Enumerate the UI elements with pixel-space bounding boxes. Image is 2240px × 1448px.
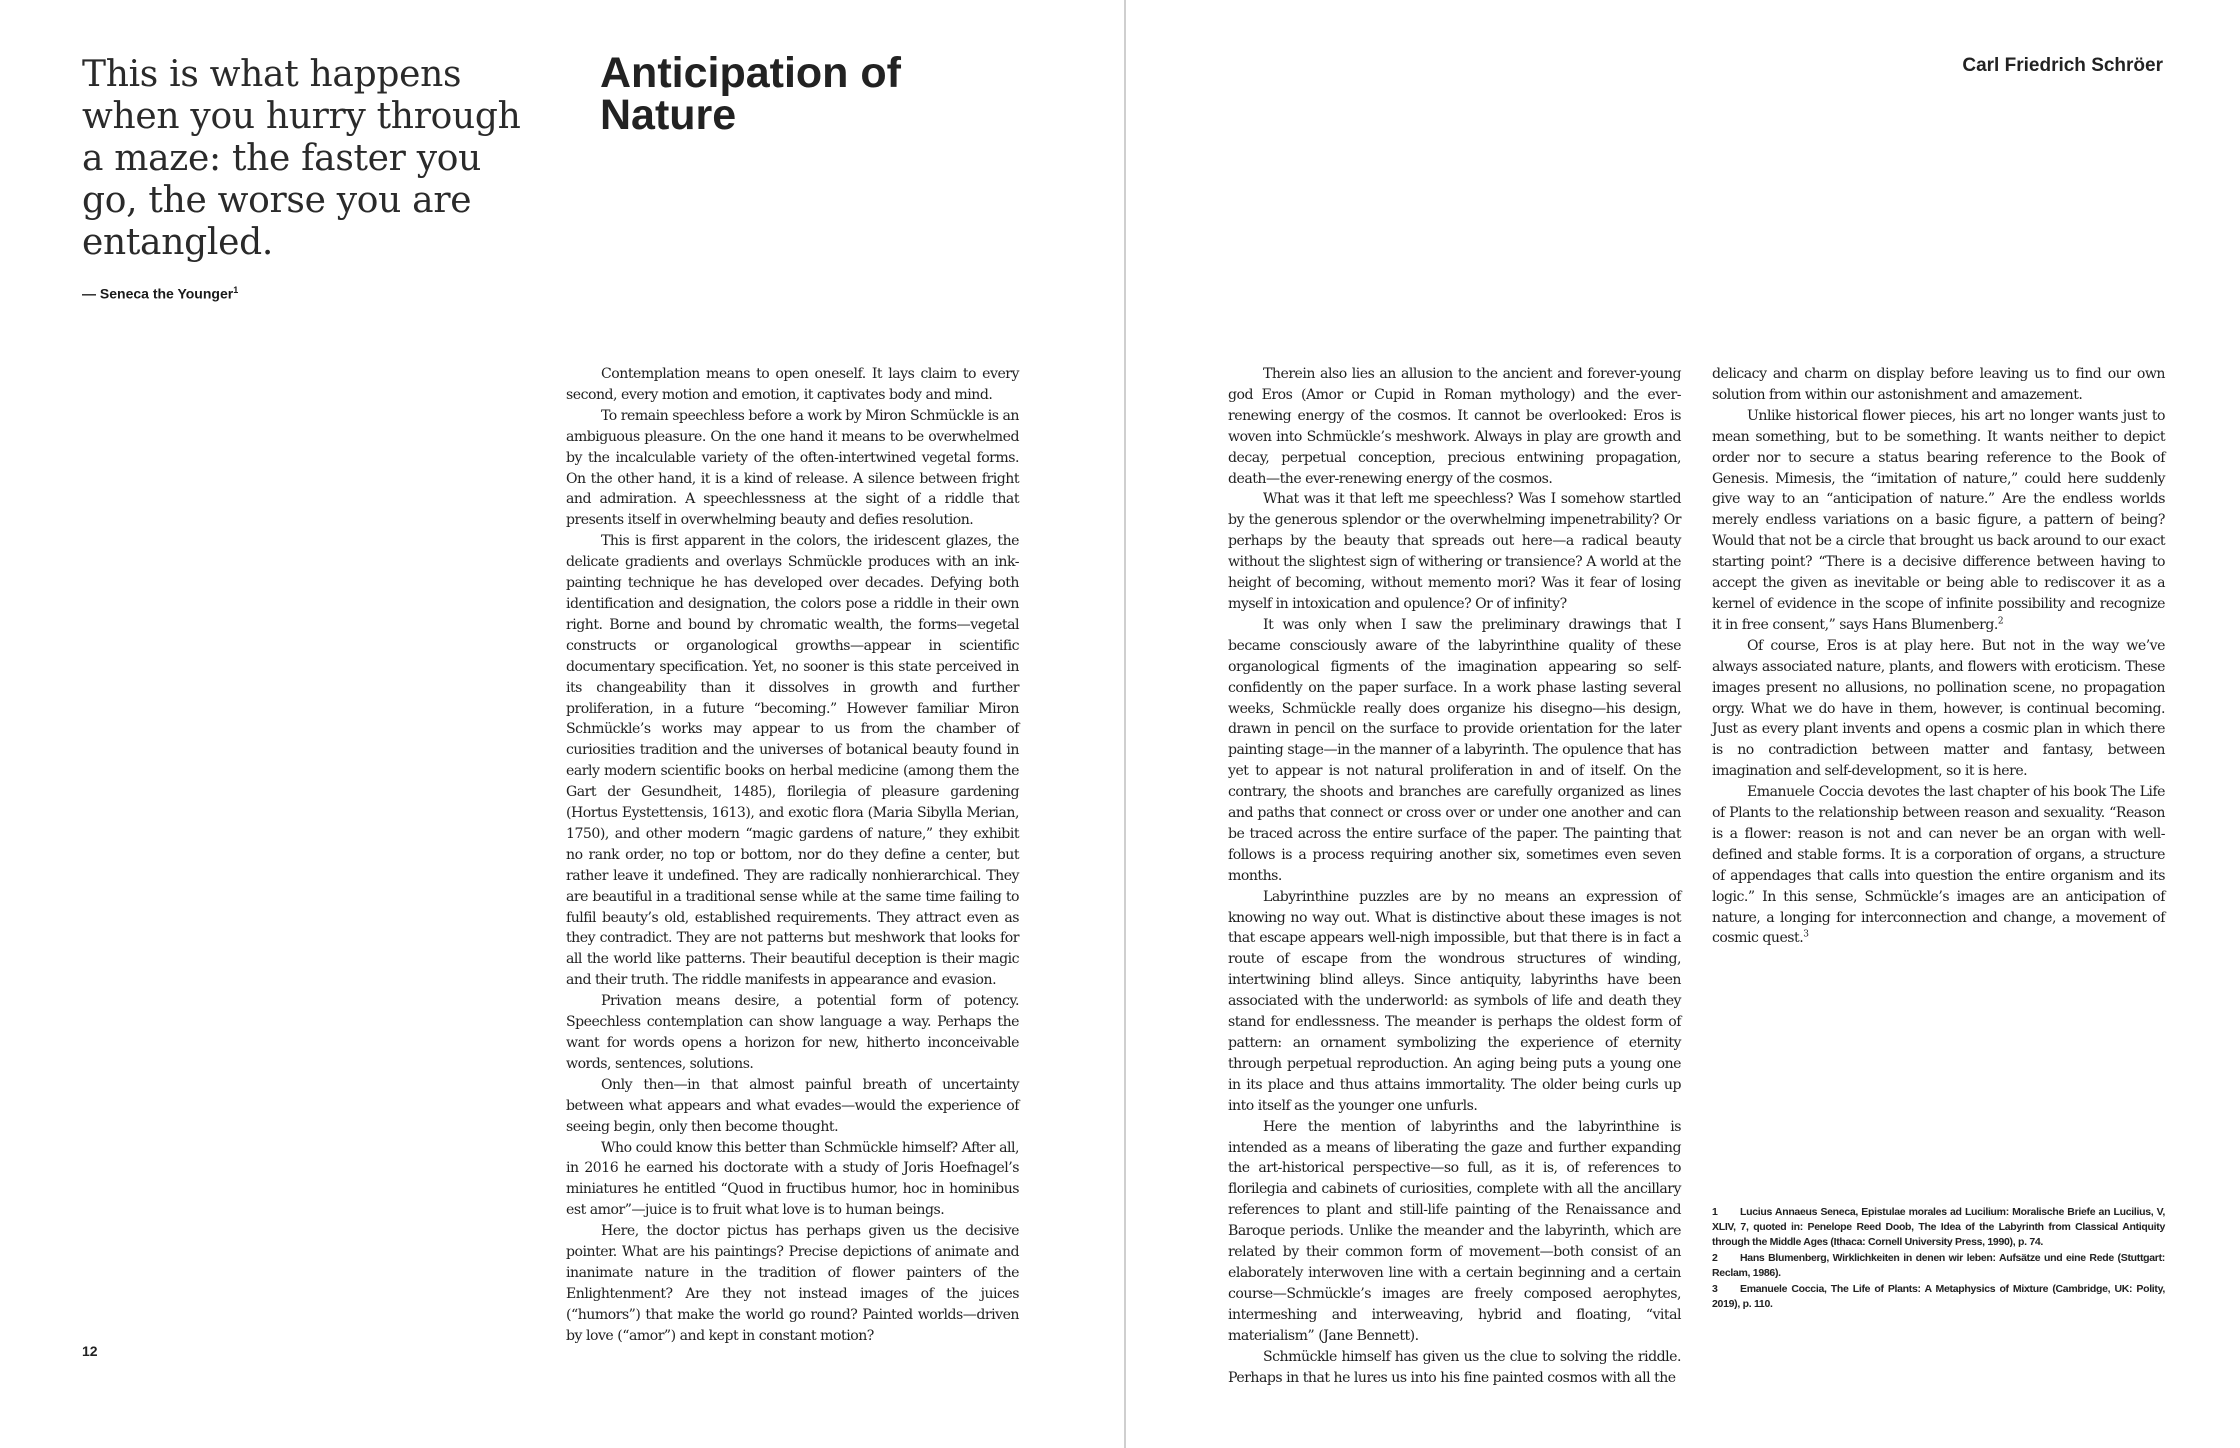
footnote-number: 3 xyxy=(1712,1283,1718,1295)
body-column-left xyxy=(566,364,1019,1347)
epigraph-attribution xyxy=(82,285,238,302)
page-number-left: 12 xyxy=(82,1343,98,1359)
paragraph: Labyrinthine puzzles are by no means an expression of knowing no way out. What is distinctive about these images is not that escape appears well-nigh impossible, but that there is in fact a route of escape from the wondrous structures of winding, intertwining blind alleys. Since antiquity, labyrinths have been associated with the underworld: as symbols of life and death they stand for endlessness. The meander is perhaps the oldest form of pattern: an ornament symbolizing the experience of eternity through perpetual reproduction. An aging being puts a young one in its place and thus attains immortality. The older being curls up into itself as the younger one unfurls. xyxy=(1228,888,1681,1114)
footnote-number: 2 xyxy=(1712,1252,1718,1264)
paragraph: To remain speechless before a work by Miron Schmückle is an ambiguous pleasure. On the one hand it means to be overwhelmed by the incalculable variety of the often-intertwined vegetal forms. On the other hand, it is a kind of release. A silence between fright and admiration. A speechlessness at the sight of a riddle that presents itself in overwhelming beauty and defies resolution. xyxy=(566,407,1019,529)
body-column-right-a xyxy=(1228,364,1681,1388)
footnote-ref-3: 3 xyxy=(1803,929,1809,940)
footnote-ref-1: 1 xyxy=(233,285,239,295)
paragraph xyxy=(1712,406,2165,636)
body-column-right-b xyxy=(1712,364,2165,949)
footnote-text: Emanuele Coccia, The Life of Plants: A Metaphysics of Mixture (Cambridge, UK: Polity, 2019), p. 110. xyxy=(1712,1283,2165,1310)
paragraph: What was it that left me speechless? Was I somehow startled by the generous splendor or the overwhelming impenetrability? Or perhaps by the beauty that spreads out here—a radical beauty without the slightest sign of withering or transience? A world at the height of becoming, without memento mori? Was it fear of losing myself in intoxication and opulence? Or of infinity? xyxy=(1228,491,1681,612)
footnote-text: Hans Blumenberg, Wirklichkeiten in denen wir leben: Aufsätze und eine Rede (Stuttgart: Reclam, 1986). xyxy=(1712,1252,2165,1279)
paragraph: Privation means desire, a potential form of potency. Speechless contemplation can show language a way. Perhaps the want for words opens a horizon for new, hitherto inconceivable words, sentences, solutions. xyxy=(566,993,1019,1072)
paragraph: Who could know this better than Schmückle himself? After all, in 2016 he earned his doctorate with a study of Joris Hoefnagel’s miniatures he entitled “Quod in fructibus humor, hoc in hominibus est amor”—juice is to fruit what love is to human beings. xyxy=(566,1139,1019,1219)
paragraph: It was only when I saw the preliminary drawings that I became consciously aware of the labyrinthine quality of these organological figments of the imagination appearing so self-confidently on the paper surface. In a work phase lasting several weeks, Schmückle really does organize his disegno—his design, drawn in pencil on the surface to provide orientation for the later painting stage—in the manner of a labyrinth. The opulence that has yet to appear is not natural proliferation in and of itself. On the contrary, the shoots and branches are carefully organized as lines and paths that connect or cross over or under one another and can be traced across the entire surface of the paper. The painting that follows is a process requiring another six, sometimes even seven months. xyxy=(1228,616,1681,884)
footnote xyxy=(1712,1251,2165,1281)
footnote-number: 1 xyxy=(1712,1206,1718,1218)
footnotes xyxy=(1712,1205,2165,1313)
paragraph: Only then—in that almost painful breath of uncertainty between what appears and what evades—would the experience of seeing begin, only then become thought. xyxy=(566,1076,1019,1135)
article-title: Anticipation of Nature xyxy=(600,49,901,139)
epigraph: This is what happens when you hurry through a maze: the faster you go, the worse you are entangled. xyxy=(82,54,521,263)
footnote-ref-2: 2 xyxy=(1997,616,2004,627)
paragraph: Here, the doctor pictus has perhaps given us the decisive pointer. What are his paintings? Precise depictions of animate and inanimate nature in the tradition of flower painters of the Enlightenment? Are they not instead images of the juices (“humors”) that make the world go round? Painted worlds—driven by love (“amor”) and kept in constant motion? xyxy=(566,1223,1019,1344)
attribution-text: — Seneca the Younger xyxy=(82,285,234,302)
paragraph: Here the mention of labyrinths and the labyrinthine is intended as a means of liberating the gaze and further expanding the art-historical perspective—so full, as it is, of references to florilegia and cabinets of curiosities, complete with all the ancillary references to plant and still-life painting of the Renaissance and Baroque periods. Unlike the meander and the labyrinth, which are related by their common form of movement—both consist of an elaborately interwoven line with a certain beginning and a certain course—Schmückle’s images are freely composed aerophytes, intermeshing and interweaving, hybrid and floating, “vital materialism” (Jane Bennett). xyxy=(1228,1118,1681,1344)
author-name: Carl Friedrich Schröer xyxy=(1962,55,2163,76)
paragraph xyxy=(1712,782,2165,949)
paragraph: Contemplation means to open oneself. It lays claim to every second, every motion and emotion, it captivates body and mind. xyxy=(566,366,1019,403)
paragraph-text: Unlike historical flower pieces, his art no longer wants just to mean something, but to be something. It wants neither to depict order nor to secure a status bearing reference to the Book of Genesis. Mimesis, the “imitation of nature,” could here suddenly give way to an “anticipation of nature.” Are the endless worlds merely endless variations on a basic figure, a pattern of being? Would that not be a circle that brought us back around to our exact starting point? “There is a decisive difference between having to accept the given as inevitable or being able to rediscover it as a kernel of evidence in the scope of infinite possibility and recognize it in free consent,” says Hans Blumenberg. xyxy=(1712,407,2165,633)
paragraph: Of course, Eros is at play here. But not in the way we’ve always associated nature, plants, and flowers with eroticism. These images present no allusions, no pollination scene, no propagation orgy. What we do have in them, however, is continual becoming. Just as every plant invents and opens a cosmic plan in which there is no contradiction between matter and fantasy, between imagination and self-development, so it is here. xyxy=(1712,637,2165,780)
footnote xyxy=(1712,1205,2165,1250)
paragraph: delicacy and charm on display before leaving us to find our own solution from within our astonishment and amazement. xyxy=(1712,366,2165,403)
page-gutter xyxy=(1124,0,1126,1448)
footnote xyxy=(1712,1282,2165,1312)
paragraph-text: Emanuele Coccia devotes the last chapter of his book The Life of Plants to the relationship between reason and sexuality. “Reason is a flower: reason is not and can never be an organ with well-defined and stable forms. It is a corporation of organs, a structure of appendages that calls into question the entire organism and its logic.” In this sense, Schmückle’s images are an anticipation of nature, a longing for interconnection and change, a movement of cosmic quest. xyxy=(1712,784,2165,947)
paragraph: Therein also lies an allusion to the ancient and forever-young god Eros (Amor or Cupid in Roman mythology) and the ever-renewing energy of the cosmos. It cannot be overlooked: Eros is woven into Schmückle’s meshwork. Always in play are growth and decay, perpetual conception, precious entwining propagation, death—the ever-renewing energy of the cosmos. xyxy=(1228,366,1681,487)
footnote-text: Lucius Annaeus Seneca, Epistulae morales ad Lucilium: Moralische Briefe an Lucilius, V, XLIV, 7, quoted in: Penelope Reed Doob, The Idea of the Labyrinth from Classical Antiquity through the Middle Ages (Ithaca: Cornell University Press, 1990), p. 74. xyxy=(1712,1206,2165,1248)
paragraph: This is first apparent in the colors, the iridescent glazes, the delicate gradients and overlays Schmückle produces with an ink-painting technique he has developed over decades. Defying both identification and designation, the colors pose a riddle in their own right. Borne and bound by chromatic wealth, the forms—vegetal constructs or organological growths—appear in scientific documentary specification. Yet, no sooner is this state perceived in its changeability than it dissolves in growth and further proliferation, in a future “becoming.” However familiar Miron Schmückle’s works may appear to us from the chamber of curiosities tradition and the universes of botanical beauty found in early modern scientific books on herbal medicine (among them the Gart der Gesundheit, 1485), florilegia of pleasure gardening (Hortus Eystettensis, 1613), and exotic flora (Maria Sibylla Merian, 1750), and other modern “magic gardens of nature,” they exhibit no rank order, no top or bottom, nor do they define a center, but rather leave it undefined. They are radically nonhierarchical. They are beautiful in a traditional sense while at the same time failing to fulfil beauty’s old, established requirements. They attract even as they contradict. They are not patterns but meshwork that looks for all the world like patterns. Their beautiful deception is their magic and their truth. The riddle manifests in appearance and evasion. xyxy=(566,533,1019,989)
paragraph: Schmückle himself has given us the clue to solving the riddle. Perhaps in that he lures us into his fine painted cosmos with all the xyxy=(1228,1348,1681,1386)
